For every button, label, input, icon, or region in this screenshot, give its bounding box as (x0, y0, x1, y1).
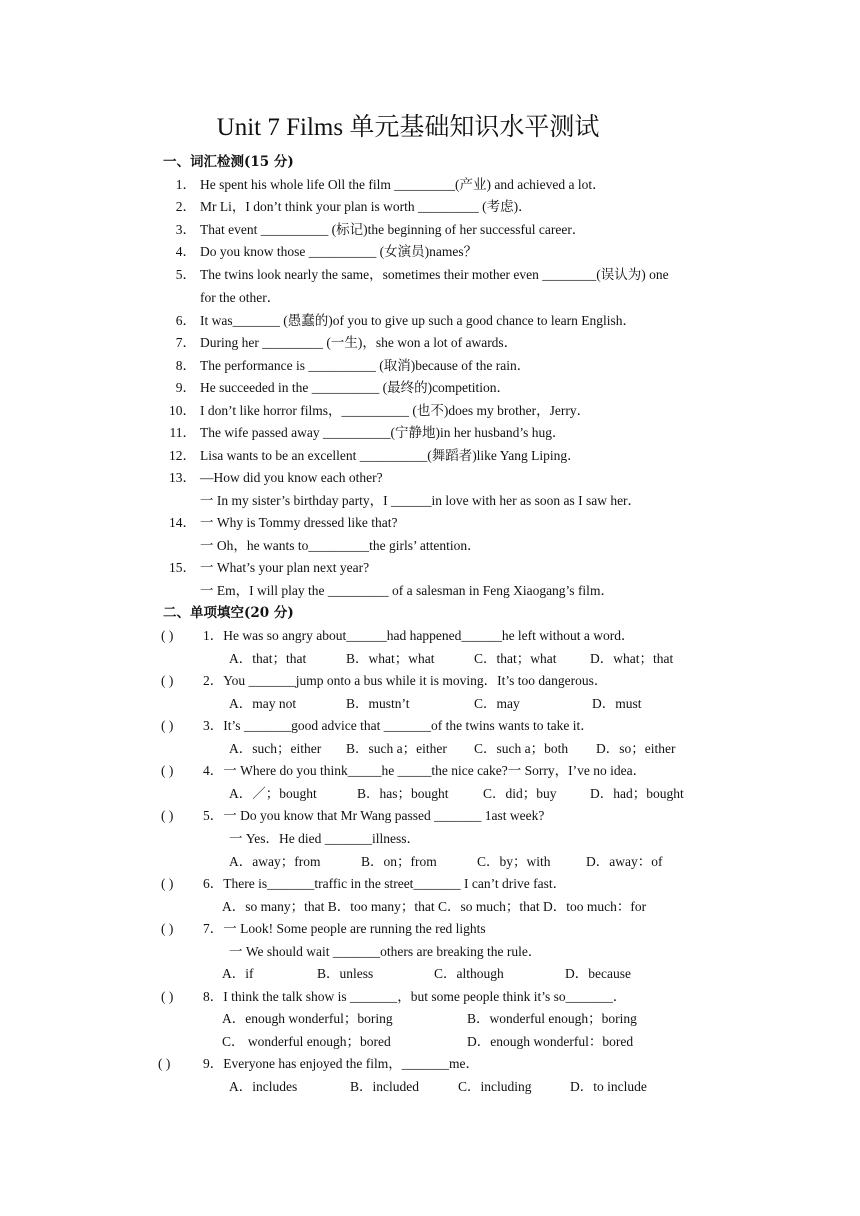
vocab-item: 12． Lisa wants to be an excellent __________(舞蹈者)like Yang Liping． (169, 448, 581, 463)
vocab-item-reply: 一 Oh，he wants to_________the girls’ attention． (200, 538, 481, 553)
option-a: A．／；bought (229, 786, 317, 801)
question-stem: 8．I think the talk show is _______，but some people think it’s so_______． (203, 989, 627, 1004)
question-options (222, 1033, 633, 1051)
option-c: C．including (458, 1079, 532, 1094)
question-options (222, 965, 631, 983)
vocab-item: 15． 一 What’s your plan next year? (169, 560, 370, 575)
question-stem: 5．一 Do you know that Mr Wang passed _______ 1ast week? (203, 808, 545, 823)
vocab-item: 13． —How did you know each other? (169, 470, 383, 485)
vocab-item-reply: 一 Em，I will play the _________ of a salesman in Feng Xiaogang’s film． (200, 583, 614, 598)
vocab-item: 8． The performance is __________ (取消)because of the rain． (175, 358, 531, 373)
question-stem: 6．There is_______traffic in the street_______ I can’t drive fast． (203, 876, 567, 891)
question-options (229, 785, 684, 803)
option-b: B．unless (317, 966, 374, 981)
vocab-item: 1． He spent his whole life Oll the film _________(产业) and achieved a lot． (175, 177, 606, 192)
option-d: D．must (592, 696, 642, 711)
option-c: C．such a；both (474, 741, 569, 756)
section-heading-vocabulary: 一、词汇检测(15 分) (163, 154, 294, 170)
vocab-item: 2． Mr Li，I don’t think your plan is worth _________ (考虑)． (175, 199, 532, 214)
option-b: B．included (350, 1079, 419, 1094)
option-d: D．enough wonderful：bored (467, 1034, 634, 1049)
option-a: A．away；from (229, 854, 321, 869)
option-b: B．on；from (361, 854, 437, 869)
option-c: C．by；with (477, 854, 551, 869)
question-options (229, 695, 642, 713)
question-options (229, 650, 673, 668)
question-stem-reply: 一 Yes．He died _______illness． (229, 831, 421, 846)
vocab-item-continuation: for the other． (200, 290, 281, 305)
question-options (222, 1010, 637, 1028)
vocab-item: 10． I don’t like horror films，__________ (也不)does my brother，Jerry． (169, 403, 591, 418)
question-stem: 1．He was so angry about______had happened______he left without a word． (203, 628, 635, 643)
question-options (229, 740, 675, 758)
option-d: D．because (565, 966, 631, 981)
option-c: C．may (474, 696, 520, 711)
option-d: D．so；either (596, 741, 676, 756)
option-c: C．that；what (474, 651, 557, 666)
answer-bracket: ( ) (161, 989, 174, 1004)
question-options: A．so many；that B．too many；that C．so much；that D．too much：for (222, 899, 647, 914)
vocab-item: 9． He succeeded in the __________ (最终的)competition． (175, 380, 511, 395)
option-a: A．if (222, 966, 254, 981)
option-c: C．although (434, 966, 504, 981)
answer-bracket: ( ) (161, 763, 174, 778)
page-title: Unit 7 Films 单元基础知识水平测试 (216, 114, 600, 141)
option-a: A．such；either (229, 741, 322, 756)
question-stem: 2．You _______jump onto a bus while it is moving．It’s too dangerous． (203, 673, 608, 688)
question-options (229, 853, 662, 871)
option-a: A．may not (229, 696, 297, 711)
answer-bracket: ( ) (161, 718, 174, 733)
vocab-item: 4． Do you know those __________ (女演员)names？ (175, 244, 478, 259)
option-a: A．includes (229, 1079, 298, 1094)
option-c: C． wonderful enough；bored (222, 1034, 391, 1049)
question-stem-reply: 一 We should wait _______others are breaking the rule． (229, 944, 542, 959)
answer-bracket: ( ) (161, 628, 174, 643)
vocab-item: 7． During her _________ (一生)，she won a lot of awards． (175, 335, 518, 350)
option-b: B．wonderful enough；boring (467, 1011, 637, 1026)
option-b: B．what；what (346, 651, 435, 666)
answer-bracket: ( ) (161, 673, 174, 688)
option-d: D．to include (570, 1079, 647, 1094)
option-d: D．had；bought (590, 786, 684, 801)
answer-bracket: ( ) (161, 876, 174, 891)
answer-bracket: ( ) (161, 808, 174, 823)
question-stem: 7．一 Look! Some people are running the red lights (203, 921, 486, 936)
vocab-item: 3． That event __________ (标记)the beginning of her successful career． (175, 222, 586, 237)
vocab-item-reply: 一 In my sister’s birthday party，I ______in love with her as soon as I saw her． (200, 493, 642, 508)
answer-bracket: ( ) (158, 1056, 171, 1071)
question-stem: 4．一 Where do you think_____he _____the nice cake?一 Sorry，I’ve no idea． (203, 763, 647, 778)
vocab-item: 14． 一 Why is Tommy dressed like that? (169, 515, 398, 530)
option-a: A．that；that (229, 651, 307, 666)
option-a: A．enough wonderful；boring (222, 1011, 393, 1026)
option-d: D．what；that (590, 651, 674, 666)
option-c: C．did；buy (483, 786, 557, 801)
option-d: D．away：of (586, 854, 663, 869)
question-stem: 9．Everyone has enjoyed the film，_______me． (203, 1056, 479, 1071)
question-options (229, 1078, 647, 1096)
option-b: B．such a；either (346, 741, 447, 756)
vocab-item: 11． The wife passed away __________(宁静地)in her husband’s hug． (169, 425, 566, 440)
question-stem: 3．It’s _______good advice that _______of the twins wants to take it． (203, 718, 594, 733)
answer-bracket: ( ) (161, 921, 174, 936)
vocab-item: 5． The twins look nearly the same，sometimes their mother even ________(误认为) one (175, 267, 669, 282)
option-b: B．mustn’t (346, 696, 410, 711)
vocab-item: 6． It was_______ (愚蠢的)of you to give up such a good chance to learn English． (175, 313, 637, 328)
section-heading-multiple-choice: 二、单项填空(20 分) (163, 605, 294, 621)
option-b: B．has；bought (357, 786, 449, 801)
